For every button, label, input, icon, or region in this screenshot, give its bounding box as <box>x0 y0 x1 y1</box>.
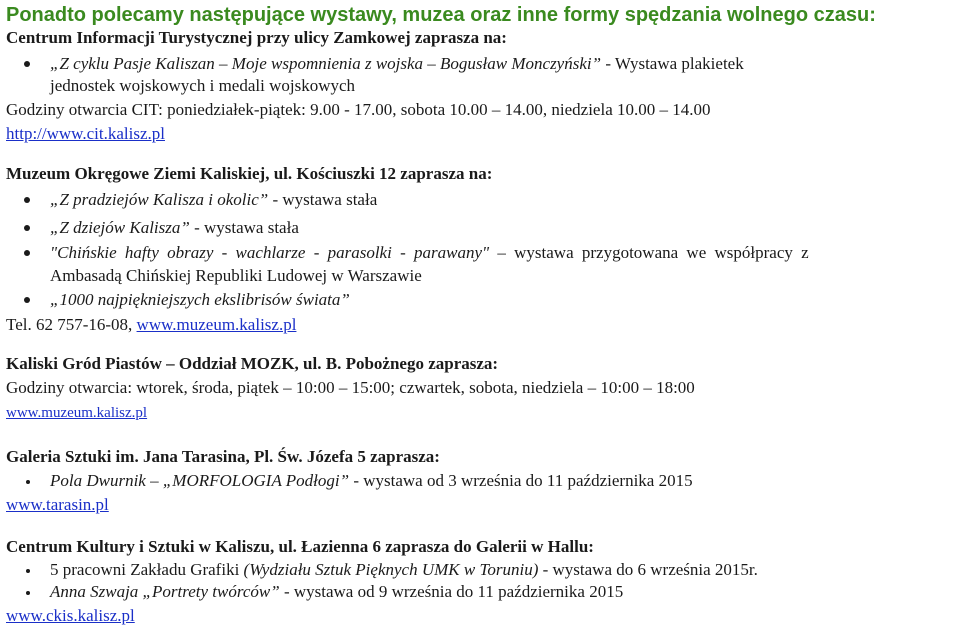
galeria-website-link[interactable]: www.tarasin.pl <box>6 495 109 514</box>
ckis-item-2: Anna Szwaja „Portrety twórców” - wystawa od 9 września do 11 października 2015 <box>50 582 624 601</box>
museum-item-1-title: „Z pradziejów Kalisza i okolic” <box>50 190 269 209</box>
museum-item-1: „Z pradziejów Kalisza i okolic” - wystawa stała <box>50 190 378 209</box>
museum-item-4 <box>50 289 350 311</box>
cit-website-link[interactable]: http://www.cit.kalisz.pl <box>6 124 165 143</box>
galeria-exhibition-item: Pola Dwurnik – „MORFOLOGIA Podłogi” - wystawa od 3 września do 11 października 2015 <box>50 471 693 490</box>
museum-contact <box>6 314 296 336</box>
grod-title: Kaliski Gród Piastów – Oddział MOZK, ul. B. Pobożnego zaprasza: <box>6 354 499 373</box>
grod-website-link[interactable]: www.muzeum.kalisz.pl <box>6 405 148 421</box>
bullet-icon <box>26 591 30 595</box>
bullet-icon <box>24 61 30 67</box>
ckis-title: Centrum Kultury i Sztuki w Kaliszu, ul. Łazienna 6 zaprasza do Galerii w Hallu: <box>6 537 594 556</box>
bullet-icon <box>26 569 30 573</box>
cit-exhibition-item <box>50 53 744 75</box>
cit-exhibition-title: „Z cyklu Pasje Kaliszan – Moje wspomnienia z wojska – Bogusław Monczyński” <box>50 54 602 73</box>
museum-item-4-title: „1000 najpiękniejszych ekslibrisów świata” <box>50 290 350 309</box>
museum-phone: Tel. 62 757-16-08, <box>6 315 137 334</box>
museum-item-3-title: "Chińskie hafty obrazy - wachlarze - parasolki - parawany" <box>50 243 490 262</box>
cit-opening-hours: Godziny otwarcia CIT: poniedziałek-piątek: 9.00 - 17.00, sobota 10.00 – 14.00, niedziela 10.00 – 14.00 <box>6 100 711 119</box>
cit-title: Centrum Informacji Turystycznej przy ulicy Zamkowej zaprasza na: <box>6 28 507 47</box>
ckis-item-1: 5 pracowni Zakładu Grafiki (Wydziału Sztuk Pięknych UMK w Toruniu) - wystawa do 6 września 2015r. <box>50 560 758 579</box>
ckis-website-link[interactable]: www.ckis.kalisz.pl <box>6 606 135 625</box>
ckis-item-1-institution: (Wydziału Sztuk Pięknych UMK w Toruniu) <box>243 560 539 579</box>
museum-title: Muzeum Okręgowe Ziemi Kaliskiej, ul. Kościuszki 12 zaprasza na: <box>6 164 493 183</box>
cit-exhibition-line2: jednostek wojskowych i medali wojskowych <box>50 76 356 95</box>
museum-item-2-title: „Z dziejów Kalisza” <box>50 218 190 237</box>
page-heading: Ponadto polecamy następujące wystawy, muzea oraz inne formy spędzania wolnego czasu: <box>6 4 876 26</box>
galeria-exhibition-title: Pola Dwurnik – „MORFOLOGIA Podłogi” <box>50 471 350 490</box>
museum-item-2: „Z dziejów Kalisza” - wystawa stała <box>50 218 299 237</box>
museum-website-link[interactable]: www.muzeum.kalisz.pl <box>136 315 297 334</box>
bullet-icon <box>24 197 30 203</box>
bullet-icon <box>24 225 30 231</box>
cit-exhibition-desc: - Wystawa plakietek <box>601 54 744 73</box>
grod-opening-hours: Godziny otwarcia: wtorek, środa, piątek – 10:00 – 15:00; czwartek, sobota, niedziela – 10:00 – 18:00 <box>6 378 695 397</box>
ckis-item-2-title: Anna Szwaja „Portrety twórców” <box>50 582 280 601</box>
museum-item-3-line2: Ambasadą Chińskiej Republiki Ludowej w Warszawie <box>50 266 422 285</box>
museum-item-3: "Chińskie hafty obrazy - wachlarze - parasolki - parawany" – wystawa przygotowana we współpracy z <box>50 243 809 262</box>
bullet-icon <box>24 297 30 303</box>
bullet-icon <box>26 480 30 484</box>
bullet-icon <box>24 250 30 256</box>
galeria-title: Galeria Sztuki im. Jana Tarasina, Pl. Św. Józefa 5 zaprasza: <box>6 447 440 466</box>
